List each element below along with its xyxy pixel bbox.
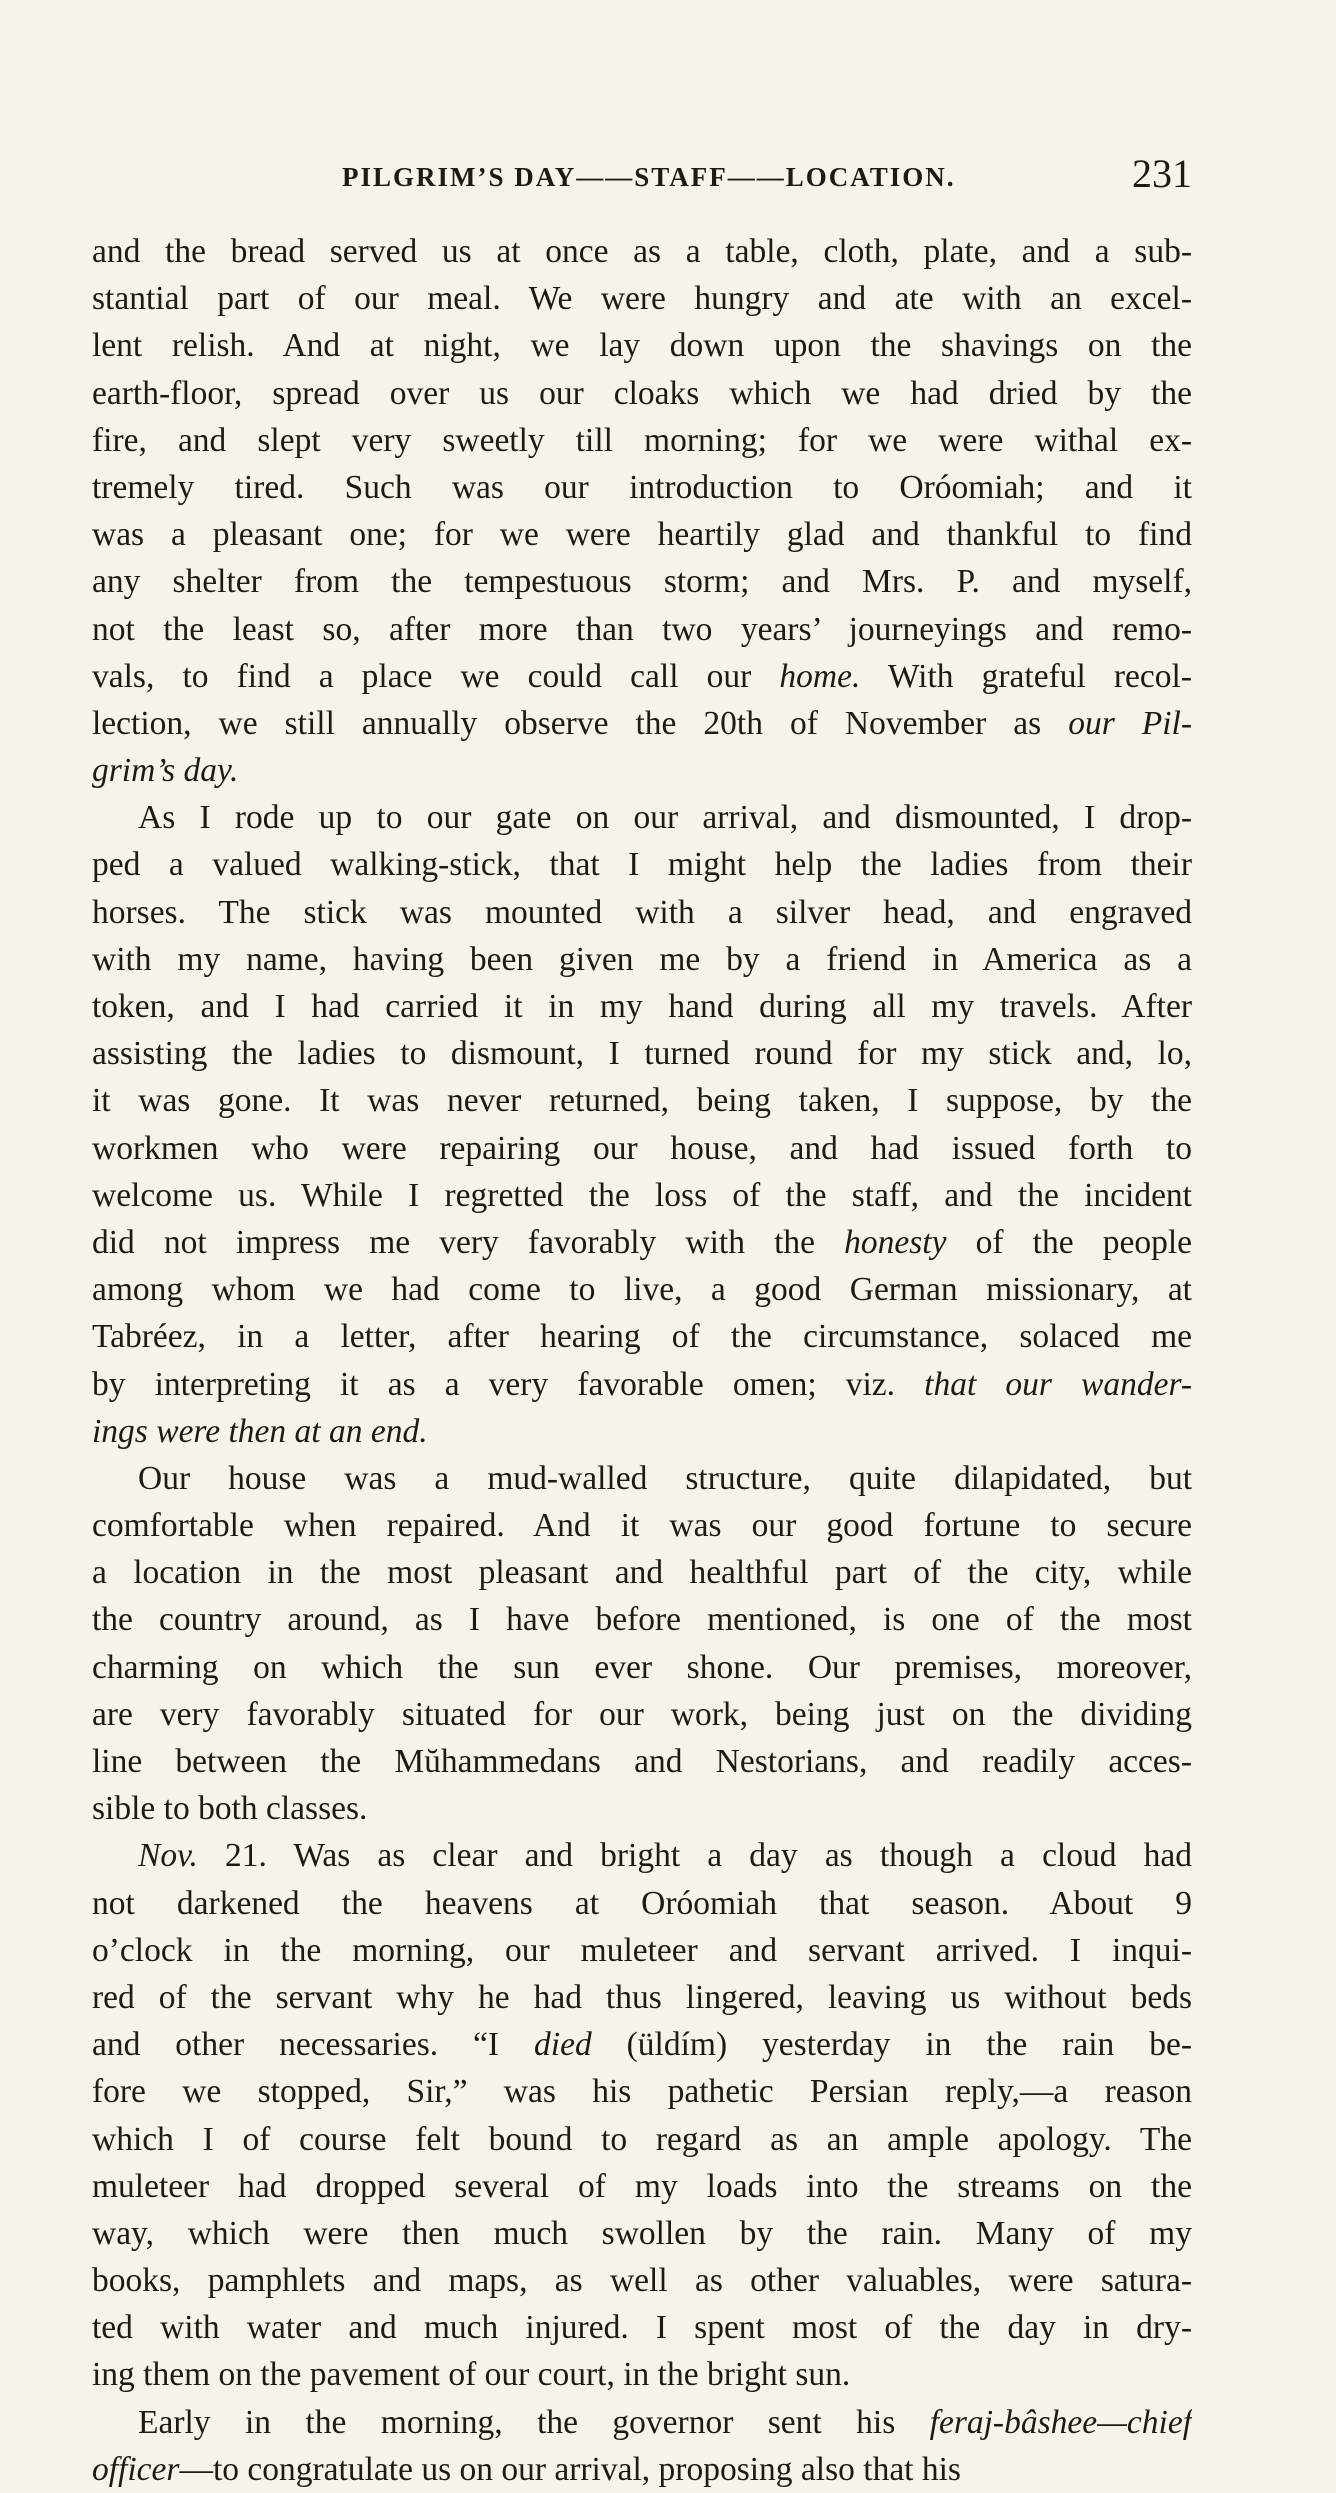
text-line <box>92 700 1192 747</box>
text-line <box>92 275 1192 322</box>
text-line <box>92 653 1192 700</box>
text-run: the country around, as I have before mentioned, is one of the most <box>92 1601 1192 1639</box>
text-line <box>92 1266 1192 1313</box>
text-run: 21. Was as clear and bright a day as though a cloud had <box>197 1837 1192 1875</box>
paragraph <box>92 2399 1192 2493</box>
text-run: lent relish. And at night, we lay down upon the shavings on the <box>92 327 1192 365</box>
text-run: ing them on the pavement of our court, in the bright sun. <box>92 2356 851 2394</box>
text-run: among whom we had come to live, a good German missionary, at <box>92 1271 1192 1309</box>
text-run: ted with water and much injured. I spent most of the day in dry- <box>92 2309 1192 2347</box>
paragraph <box>92 1832 1192 2398</box>
text-run: any shelter from the tempestuous storm; and Mrs. P. and myself, <box>92 563 1192 601</box>
text-run: With grateful recol- <box>860 657 1192 695</box>
text-run: which I of course felt bound to regard as an ample apology. The <box>92 2120 1192 2158</box>
text-run: workmen who were repairing our house, and had issued forth to <box>92 1129 1192 1167</box>
text-run: it was gone. It was never returned, being taken, I suppose, by the <box>92 1082 1192 1120</box>
text-line <box>92 558 1192 605</box>
paragraph <box>92 1455 1192 1833</box>
text-line <box>92 794 1192 841</box>
italic-text: honesty <box>844 1223 947 1261</box>
text-line <box>92 2163 1192 2210</box>
text-run: (üldím) yesterday in the rain be- <box>591 2026 1192 2064</box>
text-line <box>92 2021 1192 2068</box>
text-line <box>92 1030 1192 1077</box>
body-text <box>92 228 1192 2493</box>
text-line <box>92 1974 1192 2021</box>
italic-text: Nov. <box>138 1837 198 1875</box>
text-line <box>92 1408 1192 1455</box>
text-run: not darkened the heavens at Oróomiah that season. About 9 <box>92 1884 1192 1922</box>
text-run: red of the servant why he had thus lingered, leaving us without beds <box>92 1978 1192 2016</box>
page-header <box>92 150 1192 206</box>
text-run: way, which were then much swollen by the rain. Many of my <box>92 2214 1192 2252</box>
text-run: not the least so, after more than two years’ journeyings and remo- <box>92 610 1192 648</box>
text-run: token, and I had carried it in my hand during all my travels. After <box>92 988 1192 1025</box>
text-run: sible to both classes. <box>92 1790 368 1828</box>
text-line <box>92 2068 1192 2115</box>
text-line <box>92 1172 1192 1219</box>
text-line <box>92 1738 1192 1785</box>
text-run: horses. The stick was mounted with a silver head, and engraved <box>92 893 1192 931</box>
text-line <box>92 606 1192 653</box>
text-line <box>92 1313 1192 1360</box>
text-run: ped a valued walking-stick, that I might help the ladies from their <box>92 846 1192 884</box>
text-run: and other necessaries. “I <box>92 2026 535 2064</box>
text-line <box>92 889 1192 936</box>
italic-text: that our wander- <box>924 1365 1192 1403</box>
text-line <box>92 747 1192 794</box>
text-run: charming on which the sun ever shone. Our premises, moreover, <box>92 1648 1192 1686</box>
italic-text: our Pil- <box>1068 704 1192 742</box>
italic-text: feraj-bâshee—chief <box>929 2403 1192 2441</box>
text-line <box>92 1880 1192 1927</box>
text-run: of the people <box>946 1223 1192 1261</box>
text-line <box>92 2446 1192 2493</box>
text-run: books, pamphlets and maps, as well as other valuables, were satura- <box>92 2262 1192 2300</box>
text-run: with my name, having been given me by a friend in America as a <box>92 940 1192 978</box>
text-run: Our house was a mud-walled structure, quite dilapidated, but <box>138 1459 1192 1497</box>
text-line <box>92 1219 1192 1266</box>
italic-text: died <box>534 2026 592 2064</box>
text-line <box>92 370 1192 417</box>
text-line <box>92 841 1192 888</box>
text-line <box>92 417 1192 464</box>
text-line <box>92 1832 1192 1879</box>
text-run: did not impress me very favorably with the <box>92 1223 845 1261</box>
italic-text: officer <box>92 2450 180 2488</box>
text-run: comfortable when repaired. And it was our good fortune to secure <box>92 1507 1192 1545</box>
page-number: 231 <box>1132 151 1192 196</box>
text-run: Tabréez, in a letter, after hearing of the circumstance, solaced me <box>92 1318 1192 1356</box>
text-line <box>92 2399 1192 2446</box>
text-run: stantial part of our meal. We were hungry and ate with an excel- <box>92 280 1192 318</box>
text-line <box>92 464 1192 511</box>
text-line <box>92 2210 1192 2257</box>
text-line <box>92 1455 1192 1502</box>
text-run: lection, we still annually observe the 20th of November as <box>92 704 1069 742</box>
paragraph <box>92 794 1192 1455</box>
text-line <box>92 2304 1192 2351</box>
text-run: Early in the morning, the governor sent his <box>138 2403 930 2441</box>
text-run: vals, to find a place we could call our <box>92 657 780 695</box>
text-run: was a pleasant one; for we were heartily glad and thankful to find <box>92 516 1192 554</box>
text-line <box>92 1785 1192 1832</box>
text-run: and the bread served us at once as a table, cloth, plate, and a sub- <box>92 233 1192 270</box>
paragraph <box>92 228 1192 794</box>
text-run: —to congratulate us on our arrival, proposing also that his <box>179 2450 961 2488</box>
text-run: by interpreting it as a very favorable omen; viz. <box>92 1365 925 1403</box>
text-line <box>92 2351 1192 2398</box>
text-run: line between the Mŭhammedans and Nestorians, and readily acces- <box>92 1743 1192 1780</box>
text-line <box>92 1361 1192 1408</box>
text-run: o’clock in the morning, our muleteer and servant arrived. I inqui- <box>92 1931 1192 1969</box>
text-line <box>92 511 1192 558</box>
italic-text: ings were then at an end. <box>92 1412 428 1450</box>
text-line <box>92 322 1192 369</box>
text-run: a location in the most pleasant and healthful part of the city, while <box>92 1554 1192 1592</box>
text-line <box>92 1549 1192 1596</box>
running-head: PILGRIM’S DAY——STAFF——LOCATION. <box>342 162 956 192</box>
text-run: fire, and slept very sweetly till morning; for we were withal ex- <box>92 421 1192 459</box>
text-run: assisting the ladies to dismount, I turned round for my stick and, lo, <box>92 1035 1192 1073</box>
text-run: welcome us. While I regretted the loss of the staff, and the incident <box>92 1176 1192 1214</box>
text-line <box>92 1596 1192 1643</box>
text-line <box>92 2116 1192 2163</box>
text-line <box>92 983 1192 1030</box>
text-line <box>92 228 1192 275</box>
text-line <box>92 2257 1192 2304</box>
text-run: fore we stopped, Sir,” was his pathetic Persian reply,—a reason <box>92 2073 1192 2111</box>
text-line <box>92 1644 1192 1691</box>
italic-text: home. <box>779 657 861 695</box>
text-line <box>92 936 1192 983</box>
text-run: muleteer had dropped several of my loads into the streams on the <box>92 2167 1192 2205</box>
text-line <box>92 1125 1192 1172</box>
italic-text: grim’s day. <box>92 752 239 790</box>
text-line <box>92 1691 1192 1738</box>
text-line <box>92 1502 1192 1549</box>
text-run: earth-floor, spread over us our cloaks which we had dried by the <box>92 374 1192 412</box>
text-line <box>92 1927 1192 1974</box>
text-line <box>92 1077 1192 1124</box>
text-run: are very favorably situated for our work, being just on the dividing <box>92 1695 1192 1733</box>
text-run: tremely tired. Such was our introduction to Oróomiah; and it <box>92 468 1192 506</box>
text-run: As I rode up to our gate on our arrival, and dismounted, I drop- <box>138 799 1192 837</box>
